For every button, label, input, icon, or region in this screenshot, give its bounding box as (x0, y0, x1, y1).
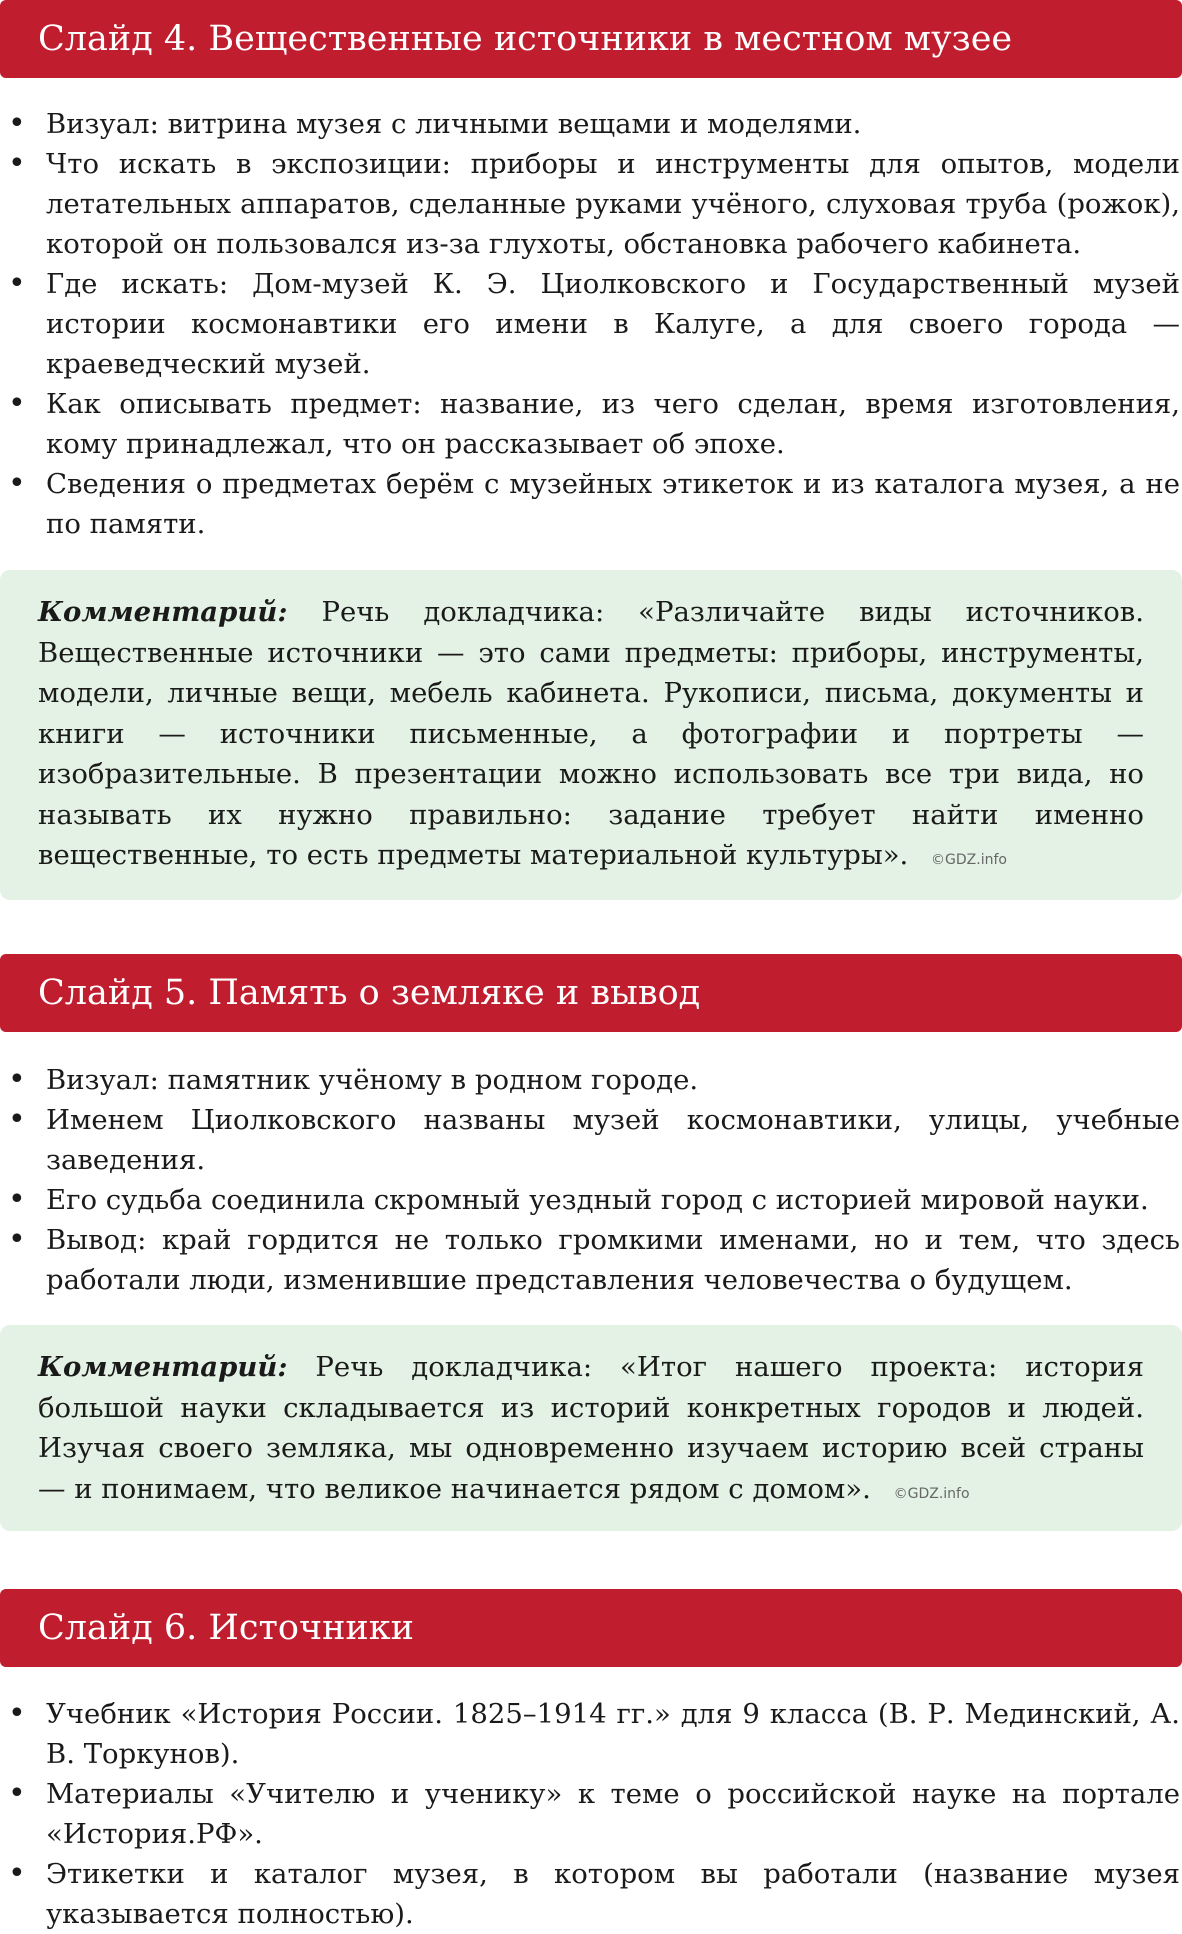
slide-5-bullet-list (0, 1060, 1182, 1300)
list-item: • Именем Циолковского названы музей космонавтики, улицы, учебные заведения. (0, 1100, 1182, 1180)
list-item: • Что искать в экспозиции: приборы и инструменты для опытов, модели летательных аппаратов, сделанные руками учёного, слуховая труба (рожок), которой он пользовался из-за глухоты, обстановка рабочего кабинета. (0, 144, 1182, 264)
list-item: • Вывод: край гордится не только громкими именами, но и тем, что здесь работали люди, изменившие представления человечества о будущем. (0, 1220, 1182, 1300)
list-item: • Сведения о предметах берём с музейных этикеток и из каталога музея, а не по памяти. (0, 464, 1182, 544)
list-item: • Учебник «История России. 1825–1914 гг.» для 9 класса (В. Р. Мединский, А. В. Торкунов). (0, 1694, 1182, 1774)
comment-label: Комментарий: (38, 596, 288, 628)
copyright-mark: ©GDZ.info (893, 1485, 970, 1502)
copyright-mark: ©GDZ.info (931, 852, 1007, 868)
list-item: • Визуал: витрина музея с личными вещами и моделями. (0, 104, 1182, 144)
slide-4-header (0, 0, 1182, 78)
comment-text: Речь докладчика: «Различайте виды источников. Вещественные источники — это сами предметы: приборы, инструменты, модели, личные вещи, мебель кабинета. Рукописи, письма, документы и книги — источники письменные, а фотографии и портреты — изобразительные. В презентации можно использовать все три вида, но называть их нужно правильно: задание требует найти именно вещественные, то есть предметы материальной культуры». (38, 596, 1144, 871)
comment-text: Речь докладчика: «Итог нашего проекта: история большой науки складывается из историй конкретных городов и людей. Изучая своего земляка, мы одновременно изучаем историю всей страны — и понимаем, что великое начинается рядом с домом». (38, 1351, 1144, 1505)
slide-4-title: Слайд 4. Вещественные источники в местном музее (38, 19, 1013, 59)
slide-4-bullet-list (0, 104, 1182, 544)
slide-6-title: Слайд 6. Источники (38, 1608, 414, 1648)
list-item: • Его судьба соединила скромный уездный город с историей мировой науки. (0, 1180, 1182, 1220)
slide-4-comment-box (0, 570, 1182, 900)
list-item: • Этикетки и каталог музея, в котором вы работали (название музея указывается полностью). (0, 1854, 1182, 1934)
slide-6-header (0, 1589, 1182, 1667)
slide-5-comment-box (0, 1325, 1182, 1531)
list-item: • Визуал: памятник учёному в родном городе. (0, 1060, 1182, 1100)
comment-label: Комментарий: (38, 1351, 288, 1383)
slide-5-header (0, 954, 1182, 1032)
list-item: • Где искать: Дом-музей К. Э. Циолковского и Государственный музей истории космонавтики его имени в Калуге, а для своего города — краеведческий музей. (0, 264, 1182, 384)
list-item: • Материалы «Учителю и ученику» к теме о российской науке на портале «История.РФ». (0, 1774, 1182, 1854)
list-item: • Как описывать предмет: название, из чего сделан, время изготовления, кому принадлежал, что он рассказывает об эпохе. (0, 384, 1182, 464)
slide-5-title: Слайд 5. Память о земляке и вывод (38, 973, 701, 1013)
slide-6-bullet-list (0, 1694, 1182, 1934)
